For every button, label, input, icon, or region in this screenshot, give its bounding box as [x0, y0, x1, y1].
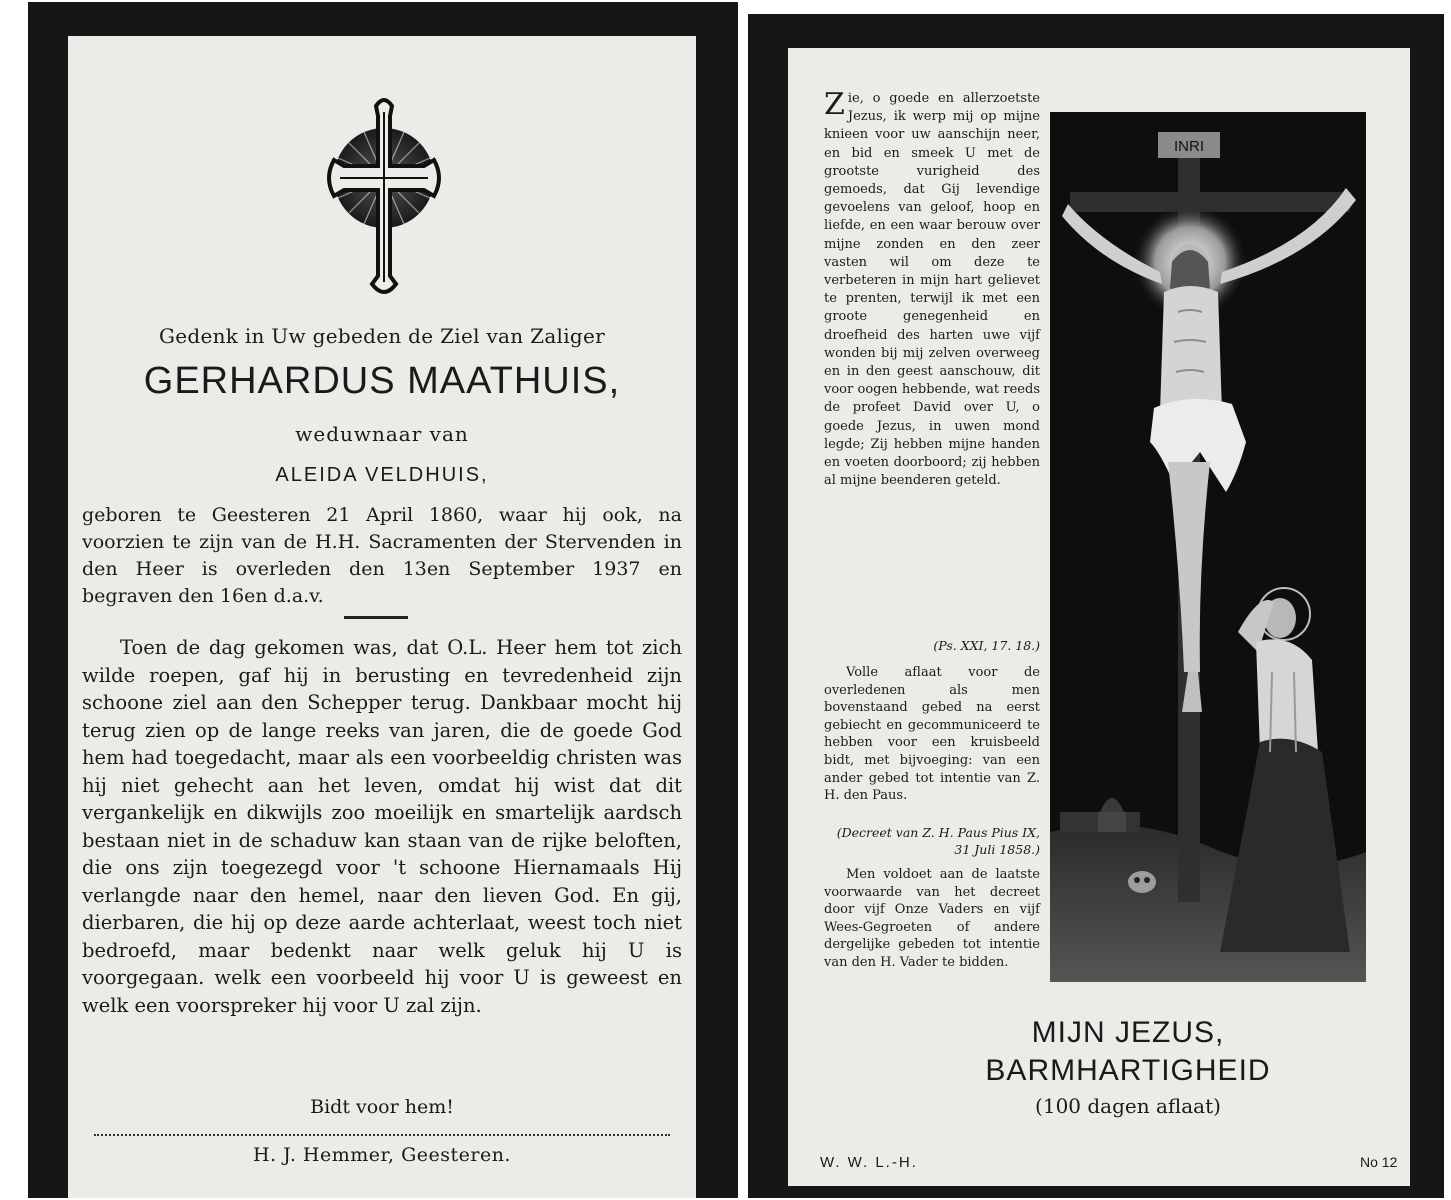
- crucifixion-image: [1050, 112, 1366, 982]
- intro-line: Gedenk in Uw gebeden de Ziel van Zaliger: [158, 324, 606, 348]
- card-back-paper: [788, 48, 1410, 1186]
- condition-paragraph: Men voldoet aan de laatste voorwaarde van het decreet door vijf Onze Vaders en vijf Wees-Gegroeten of andere dergelijke gebeden tot intentie van den H. Vader te bidden.: [824, 867, 1040, 970]
- memorial-card-back: [748, 14, 1444, 1198]
- relation-line: weduwnaar van: [295, 422, 469, 446]
- indulgence-note: (100 dagen aflaat): [1035, 1094, 1221, 1118]
- card-title: [908, 1014, 1348, 1090]
- publisher-mark: W. W. L.-H.: [820, 1154, 918, 1171]
- spouse-name: ALEIDA VELDHUIS,: [275, 464, 489, 486]
- separator-line: [344, 616, 408, 619]
- cross-icon: [304, 86, 464, 306]
- dotted-divider: [94, 1134, 670, 1136]
- birth-death-paragraph: geboren te Geesteren 21 April 1860, waar hij ook, na voorzien te zijn van de H.H. Sacramenten der Stervenden in den Heer is overleden den 13en September 1937 en begraven den 16en d.a.v.: [82, 504, 682, 607]
- title-line-2: BARMHARTIGHEID: [985, 1054, 1271, 1087]
- prayer-text: ie, o goede en allerzoetste Jezus, ik werp mij op mijne knieen voor uw aanschijn neer, en bid en smeek U met de grootste vurigheid des gemoeds, dat Gij levendige gevoelens van geloof, hoop en liefde, en een waar berouw over mijne zonden en den zeer vasten wil om deze te verbeteren in mijn hart gelievet te prenten, terwijl ik met een groote genegenheid en droefheid des harten uwe vijf wonden bij mij zelven overweeg en in den geest aanschouw, dit voor oogen hebbende, wat reeds de profeet David over U, o goede Jezus, in uwen mond legde; Zij hebben mijne handen en voeten doorboord; zij hebben al mijne beenderen geteld.: [824, 91, 1040, 489]
- title-line-1: MIJN JEZUS,: [1031, 1016, 1225, 1049]
- decree-reference: (Decreet van Z. H. Paus Pius IX, 31 Juli 1858.): [836, 825, 1040, 857]
- psalm-reference: (Ps. XXI, 17. 18.): [933, 638, 1040, 653]
- inri-sign: INRI: [1174, 138, 1204, 155]
- closing-prayer: Bidt voor hem!: [310, 1096, 454, 1118]
- prayer-drop-cap: Z: [824, 87, 845, 122]
- memorial-card-front: [28, 2, 738, 1198]
- card-front-paper: [68, 36, 696, 1198]
- deceased-name: GERHARDUS MAATHUIS,: [143, 360, 621, 402]
- printer-credit: H. J. Hemmer, Geesteren.: [253, 1144, 511, 1166]
- tribute-paragraph: Toen de dag gekomen was, dat O.L. Heer hem tot zich wilde roepen, gaf hij in berusting en tevredenheid zijn schoone ziel aan den Schepper terug. Dankbaar mocht hij terug zien op de lange reeks van jaren, die de goede God hem had toegedacht, maar als een voorbeeldig christen was hij niet gehecht aan het leven, omdat hij wist dat dit vergankelijk en dikwijls zoo moeilijk en smartelijk aardsch bestaan niet in de schaduw kan staan van de rijke beloften, die ons zijn toegezegd voor 't schoone Hiernamaals Hij verlangde naar den hemel, naar den lieven God. En gij, dierbaren, die hij op deze aarde achterlaat, weest toch niet bedroefd, maar bedenkt naar welk geluk hij U is voorgegaan. welk een voorbeeld hij voor U is geweest en welk een voorspreker hij voor U zal zijn.: [82, 636, 682, 1017]
- indulgence-paragraph: Volle aflaat voor de overledenen als men bovenstaand gebed na eerst gebiecht en gecommuniceerd te hebben voor een kruisbeeld bidt, met bijvoeging: van een ander gebed tot intentie van Z. H. den Paus.: [824, 665, 1040, 804]
- prayer-paragraph: [824, 87, 1040, 490]
- card-number: No 12: [1360, 1154, 1398, 1170]
